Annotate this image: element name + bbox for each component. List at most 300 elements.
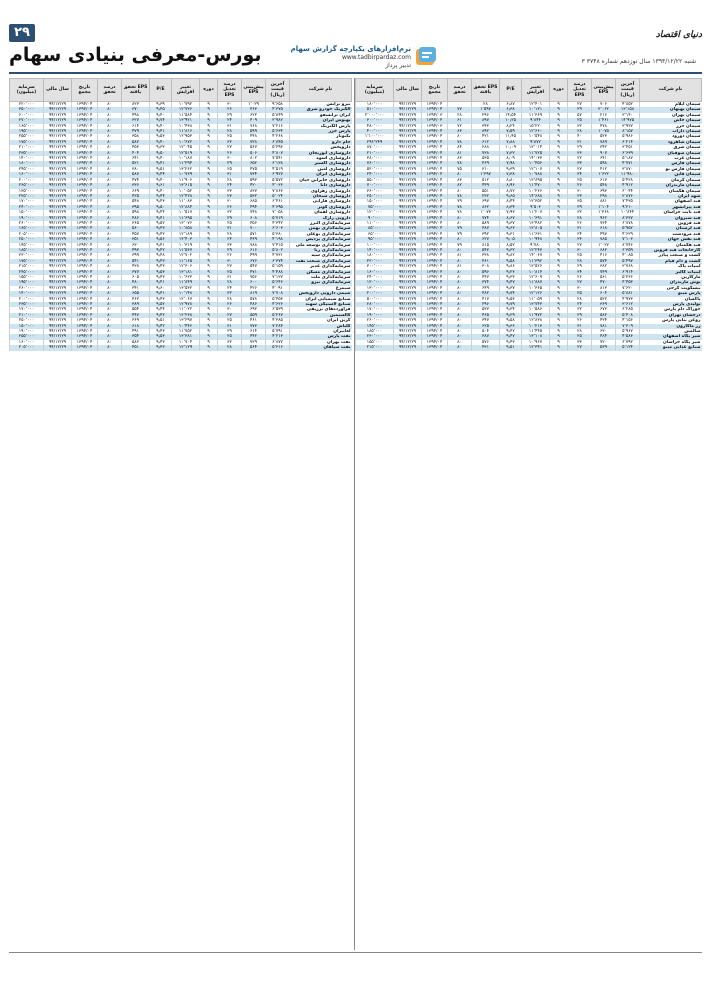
table-cell: ۶۹۷ <box>472 199 500 204</box>
table-cell: ۱۱٬۰۵۹ <box>522 297 550 302</box>
table-cell: ۷٬۵۴۱ <box>266 156 290 161</box>
company-name: تکنوتار <box>290 134 352 139</box>
table-cell: ۱۴۰٬۰۰۰ <box>10 291 44 296</box>
table-cell: ۵۴۳ <box>472 248 500 253</box>
table-cell: ۱٬۱۰۴ <box>592 205 616 210</box>
table-cell: ۵۰۴ <box>472 329 500 334</box>
table-cell: ۸۰ <box>448 172 472 177</box>
table-cell: ۸۰ <box>448 286 472 291</box>
table-cell: ۹۴/۱۲/۲۹ <box>394 248 422 253</box>
table-cell: ۱۰٬۹۶۷ <box>522 340 550 345</box>
table-cell: ۶۷۳ <box>592 307 616 312</box>
table-cell: ۸٫۹۶ <box>500 183 522 188</box>
table-cell: ۳۱ <box>218 172 242 177</box>
table-cell: ۴۴۷ <box>122 313 150 318</box>
table-cell: ۵۸۳ <box>122 340 150 345</box>
table-cell: ۳۵۸ <box>122 134 150 139</box>
table-cell: ۱۳٬۵۳۲ <box>172 286 200 291</box>
table-cell: ۱۳۹۴/۰۴ <box>72 145 98 150</box>
table-cell: ۶٬۰۴۴ <box>616 189 640 194</box>
table-cell: ۵۶۰ <box>122 226 150 231</box>
table-cell: ۱۳۹۴/۰۴ <box>72 340 98 345</box>
table-cell: ۹٫۴۳ <box>150 199 172 204</box>
table-cell: ۱۲٬۳۵۲ <box>522 199 550 204</box>
table-cell: ۱۳۹۴/۰۴ <box>72 324 98 329</box>
table-cell: ۱۵۰٬۰۰۰ <box>356 199 394 204</box>
table-cell: ۶۱۴ <box>242 329 266 334</box>
table-cell: ۹ <box>200 156 218 161</box>
table-cell: ۹٫۴۳ <box>150 226 172 231</box>
table-cell: ۹۴/۱۲/۲۹ <box>44 183 72 188</box>
table-cell: ۶۱۷ <box>592 178 616 183</box>
table-cell: ۹۴/۱۲/۲۹ <box>44 216 72 221</box>
table-cell: ۱۴۵٬۰۰۰ <box>10 243 44 248</box>
table-cell: ۱۷۰٬۰۰۰ <box>356 307 394 312</box>
table-cell: ۹٫۴۱ <box>150 243 172 248</box>
table-cell: ۱۳۹۴/۰۴ <box>72 307 98 312</box>
table-cell: ۸۰ <box>98 205 122 210</box>
table-cell: ۹ <box>200 324 218 329</box>
table-cell: ۹۴/۱۲/۲۹ <box>394 253 422 258</box>
table-cell: ۲۷ <box>218 264 242 269</box>
table-cell: ۹۴/۱۲/۲۹ <box>44 172 72 177</box>
table-cell: ۹۴/۱۲/۲۹ <box>394 189 422 194</box>
table-cell: ۳۱ <box>568 324 592 329</box>
table-cell: ۹ <box>200 275 218 280</box>
table-cell: ۹ <box>200 172 218 177</box>
table-cell: ۱۰٬۵۸۶ <box>522 307 550 312</box>
table-cell: ۹٫۲۳ <box>500 270 522 275</box>
dateline: ۳ شنبه ۱۳۹۴/۱۲/۲۲ سال نوزدهم شماره ۳۷۴۸ <box>581 58 696 65</box>
table-cell: ۱۳۹۴/۰۴ <box>422 226 448 231</box>
table-cell: ۸٬۷۴۶ <box>616 243 640 248</box>
company-name: سیمان دورود <box>640 134 702 139</box>
table-cell: ۱۳۹۴/۰۴ <box>422 302 448 307</box>
table-cell: ۲۸ <box>218 232 242 237</box>
table-cell: ۴۵۶ <box>242 221 266 226</box>
table-cell: ۸۰ <box>448 329 472 334</box>
table-cell: ۹ <box>200 253 218 258</box>
company-name: سرمایه‌گذاری سپه <box>290 253 352 258</box>
table-cell: ۲۶۰٬۰۰۰ <box>10 221 44 226</box>
table-cell: ۴۲۵ <box>122 194 150 199</box>
table-cell: ۹ <box>200 107 218 112</box>
table-cell: ۱۳۹۴/۰۴ <box>72 275 98 280</box>
table-cell: ۶۸۲ <box>592 248 616 253</box>
table-cell: ۸٬۱۵۷ <box>616 129 640 134</box>
company-name: سیمان فارس <box>640 161 702 166</box>
table-cell: ۵٬۹۶۷ <box>616 329 640 334</box>
table-cell: ۱۳۹۴/۰۴ <box>72 107 98 112</box>
table-cell: ۹۴/۱۲/۲۹ <box>44 237 72 242</box>
table-row <box>10 291 352 296</box>
table-cell: ۳۳ <box>568 340 592 345</box>
table-cell: ۳۹۲ <box>472 232 500 237</box>
table-cell: ۶۱۸ <box>592 226 616 231</box>
table-cell: ۱۳۹۴/۰۴ <box>422 194 448 199</box>
table-cell: ۹٫۶۱ <box>150 183 172 188</box>
company-name: داروسازی اسوه <box>290 156 352 161</box>
table-cell: ۶۱۶ <box>242 248 266 253</box>
table-cell: ۹۴/۱۲/۲۹ <box>394 307 422 312</box>
sponsor-logo[interactable] <box>287 44 437 70</box>
table-cell: ۵۷۶ <box>472 340 500 345</box>
table-cell: ۹۶۲ <box>592 216 616 221</box>
table-cell: ۹۴/۱۲/۲۹ <box>44 189 72 194</box>
table-cell: ۴۷۱ <box>242 270 266 275</box>
table-cell: ۵۷ <box>568 113 592 118</box>
table-cell: ۸۰ <box>98 140 122 145</box>
table-cell: ۷۰۰ <box>242 226 266 231</box>
table-cell: ۱۳٬۲۹۷ <box>172 318 200 323</box>
table-cell: ۳۰۰٬۰۰۰ <box>356 118 394 123</box>
table-cell: ۸۱ <box>448 253 472 258</box>
table-cell: ۹۴/۱۲/۲۹ <box>44 199 72 204</box>
table-cell: ۵٬۸۰۲ <box>266 248 290 253</box>
table-cell: ۵٬۳۸۰ <box>266 232 290 237</box>
table-cell: ۳۲ <box>568 210 592 215</box>
table-cell: ۲۰۵٬۰۰۰ <box>10 345 44 350</box>
table-cell: ۷٬۲۱۶ <box>266 124 290 129</box>
company-name: قند نقش جهان <box>640 237 702 242</box>
table-cell: ۹ <box>550 340 568 345</box>
table-cell: ۹ <box>200 297 218 302</box>
column-header: درصد تعدیل EPS <box>568 79 592 102</box>
company-name: کشت و دام قیام <box>640 259 702 264</box>
table-cell: ۶۱۴ <box>122 124 150 129</box>
table-cell: ۹٫۴۷ <box>500 280 522 285</box>
company-name: داروسازی دانا <box>290 183 352 188</box>
table-cell: ۷۷۳ <box>242 324 266 329</box>
table-cell: ۹ <box>550 189 568 194</box>
table-cell: ۱۱٬۵۸۴ <box>172 113 200 118</box>
table-cell: ۳۶ <box>568 151 592 156</box>
table-cell: ۹٫۳۲ <box>500 248 522 253</box>
table-cell: ۹۴/۱۲/۲۹ <box>394 134 422 139</box>
table-cell: ۳۴۲ <box>592 145 616 150</box>
table-cell: ۷٬۳۰۹ <box>616 324 640 329</box>
company-name: سرمایه‌گذاری رنا <box>290 248 352 253</box>
table-cell: ۱۰٬۵۴۸ <box>522 134 550 139</box>
company-name: دارویی رازک <box>290 216 352 221</box>
table-cell: ۱۰٬۶۹۱ <box>522 216 550 221</box>
table-cell: ۲۶۵٬۰۰۰ <box>10 183 44 188</box>
table-cell: ۲۷ <box>568 102 592 108</box>
table-cell: ۳۸۷ <box>472 334 500 339</box>
table-cell: ۹۴/۱۲/۲۹ <box>394 199 422 204</box>
table-cell: ۹٫۳۹ <box>500 167 522 172</box>
table-cell: ۹ <box>200 270 218 275</box>
column-separator <box>354 78 355 950</box>
table-cell: ۱۲٬۲۳۸ <box>172 313 200 318</box>
table-cell: ۱۲٬۷۳۶ <box>172 107 200 112</box>
logo-title: نرم‌افزارهای یکپارچه گزارش سهام <box>290 45 411 53</box>
table-cell: ۹٫۵۳ <box>500 297 522 302</box>
table-cell: ۹ <box>550 237 568 242</box>
table-cell: ۵٬۴۰۸ <box>616 313 640 318</box>
company-name: سیمان فارس نو <box>640 167 702 172</box>
table-cell: ۳۵۴ <box>122 334 150 339</box>
table-cell: ۷۸ <box>448 194 472 199</box>
table-cell: ۱۳۹۴/۰۴ <box>72 313 98 318</box>
table-cell: ۹ <box>550 167 568 172</box>
table-cell: ۹۴/۱۲/۲۹ <box>44 259 72 264</box>
table-cell: ۴۰۹ <box>242 118 266 123</box>
table-cell: ۱۳۹۴/۰۴ <box>422 232 448 237</box>
table-cell: ۹٫۵۳ <box>150 270 172 275</box>
table-cell: ۵٬۰۲۴ <box>266 194 290 199</box>
company-name: قند لرستان <box>640 226 702 231</box>
table-cell: ۵٬۷۱۹ <box>266 216 290 221</box>
table-cell: ۱٬۰۲۷ <box>592 243 616 248</box>
table-cell: ۸۰ <box>98 183 122 188</box>
table-cell: ۹ <box>550 280 568 285</box>
table-cell: ۷۵٬۰۰۰ <box>356 205 394 210</box>
table-cell: ۸۰ <box>448 324 472 329</box>
table-cell: ۲۵۰٬۰۰۰ <box>10 237 44 242</box>
table-cell: ۸۶۲ <box>472 205 500 210</box>
table-cell: ۲۵ <box>218 167 242 172</box>
company-name: نفت بهران <box>290 340 352 345</box>
table-cell: ۱۳۹۴/۰۴ <box>422 248 448 253</box>
table-cell: ۷۸ <box>448 210 472 215</box>
table-cell: ۷٫۸۸ <box>500 140 522 145</box>
table-cell: ۲۱۵٬۰۰۰ <box>10 264 44 269</box>
table-cell: ۲۳۰٬۰۰۰ <box>10 253 44 258</box>
table-cell: ۷۸ <box>448 140 472 145</box>
table-cell: ۱۳٬۲۶۲ <box>172 167 200 172</box>
table-cell: ۹٫۵۰ <box>150 151 172 156</box>
table-cell: ۹ <box>200 194 218 199</box>
table-cell: ۹۴/۱۲/۲۹ <box>394 210 422 215</box>
table-cell: ۹۴/۱۲/۲۹ <box>44 243 72 248</box>
table-cell: ۱۱٬۸۸۷ <box>522 280 550 285</box>
table-cell: ۲۱۶ <box>592 113 616 118</box>
table-cell: ۴٬۵۸۳ <box>616 334 640 339</box>
column-header: نام شرکت <box>290 79 352 102</box>
table-cell: ۱۳۹۴/۰۴ <box>422 259 448 264</box>
table-cell: ۲۷۰٬۰۰۰ <box>10 118 44 123</box>
table-cell: ۹ <box>550 248 568 253</box>
table-cell: ۱۳۰٬۰۰۰ <box>356 286 394 291</box>
table-cell: ۲۷ <box>218 194 242 199</box>
table-cell: ۲۴۰٬۰۰۰ <box>10 205 44 210</box>
table-cell: ۸۰ <box>98 318 122 323</box>
company-name: قند هکمتان <box>640 243 702 248</box>
table-cell: ۲٬۸۷۶ <box>616 194 640 199</box>
table-cell: ۹ <box>550 118 568 123</box>
table-cell: ۱۳٬۶۱۵ <box>172 183 200 188</box>
table-cell: ۹٫۴۴ <box>150 194 172 199</box>
table-cell: ۹ <box>200 118 218 123</box>
table-cell: ۱٬۱۰۰٬۰۰۰ <box>356 134 394 139</box>
table-cell: ۱۱٬۲۹۴ <box>172 161 200 166</box>
column-header: سال مالی <box>394 79 422 102</box>
table-cell: ۹٬۸۷۲ <box>522 140 550 145</box>
table-cell: ۳۵ <box>568 199 592 204</box>
table-cell: ۸۰ <box>98 345 122 350</box>
company-name: کالسیمین <box>290 313 352 318</box>
table-cell: ۴۸۶ <box>242 302 266 307</box>
table-cell: ۵۷۱ <box>242 232 266 237</box>
table-cell: ۱۰٬۲۶۶ <box>522 189 550 194</box>
table-cell: ۹۴/۱۲/۲۹ <box>44 226 72 231</box>
table-cell: ۱۱٬۳۶۹ <box>522 113 550 118</box>
table-cell: ۶٬۸۴۵ <box>266 140 290 145</box>
table-cell: ۷۴۸ <box>242 210 266 215</box>
table-cell: ۳۷۴ <box>472 280 500 285</box>
table-cell: ۲۵ <box>218 221 242 226</box>
company-name: نوش مازندران <box>640 280 702 285</box>
column-header: دوره <box>550 79 568 102</box>
company-name: شیمی دارویی داروپخش <box>290 291 352 296</box>
table-cell: ۱۴۵٬۰۰۰ <box>356 324 394 329</box>
column-header: دوره <box>200 79 218 102</box>
table-cell: ۱۰٬۱۸۷ <box>172 156 200 161</box>
table-cell: ۲۴ <box>568 302 592 307</box>
table-cell: ۱۶۰٬۰۰۰ <box>10 340 44 345</box>
table-cell: ۹۴/۱۲/۲۹ <box>44 334 72 339</box>
title-bar <box>9 44 702 72</box>
table-cell: ۹٫۴۳ <box>150 264 172 269</box>
table-cell: ۸۰ <box>448 259 472 264</box>
table-cell: ۷٫۹۸ <box>500 161 522 166</box>
company-name: صنایع لاستیکی سهند <box>290 302 352 307</box>
table-cell: ۷۹ <box>448 199 472 204</box>
table-cell: ۹ <box>200 129 218 134</box>
company-name: سرمایه‌گذاری مسکن <box>290 270 352 275</box>
table-cell: ۲۲۰٬۰۰۰ <box>10 102 44 108</box>
table-cell: ۱۳۹۴/۰۴ <box>422 178 448 183</box>
company-name: قند قزوین <box>640 221 702 226</box>
table-cell: ۷۶۸ <box>242 124 266 129</box>
table-cell: ۳۱ <box>218 275 242 280</box>
table-cell: ۲۰۰٬۰۰۰ <box>10 178 44 183</box>
table-cell: ۷۸۱ <box>592 324 616 329</box>
table-cell: ۱۲٬۵۱۹ <box>172 151 200 156</box>
table-cell: ۹ <box>200 124 218 129</box>
table-cell: ۹٫۵۱ <box>150 167 172 172</box>
table-cell: ۶٬۳۷۴ <box>266 259 290 264</box>
table-cell: ۹ <box>200 237 218 242</box>
table-cell: ۹٫۴۲ <box>150 313 172 318</box>
company-name: سیمان صوفیان <box>640 151 702 156</box>
table-cell: ۹ <box>550 145 568 150</box>
table-cell: ۷٫۵۹ <box>500 129 522 134</box>
table-cell: ۲۶ <box>218 302 242 307</box>
table-cell: ۲۸ <box>568 129 592 134</box>
table-cell: ۸۰ <box>98 199 122 204</box>
table-cell: ۹٫۴۷ <box>500 329 522 334</box>
table-cell: ۸۰ <box>98 313 122 318</box>
table-cell: ۲۸ <box>568 216 592 221</box>
table-cell: ۲۸۰٬۰۰۰ <box>356 302 394 307</box>
table-cell: ۸۰ <box>448 291 472 296</box>
table-cell: ۹۴/۱۲/۲۹ <box>44 118 72 123</box>
table-cell: ۳۸۰٬۰۰۰ <box>356 156 394 161</box>
table-cell: ۳۰ <box>218 307 242 312</box>
table-cell: ۴۰ <box>568 134 592 139</box>
table-cell: ۹۰۷ <box>592 151 616 156</box>
table-cell: ۷۷ <box>448 107 472 112</box>
table-cell: ۹٫۴۴ <box>150 307 172 312</box>
table-cell: ۹۴/۱۲/۲۹ <box>44 232 72 237</box>
table-cell: ۴٬۸۰۷ <box>266 151 290 156</box>
table-cell: ۱۳۹۴/۰۴ <box>422 199 448 204</box>
table-cell: ۱۲٬۶۶۰ <box>522 129 550 134</box>
table-cell: ۷۲۰ <box>592 340 616 345</box>
table-cell: ۱۲٬۷۰۲ <box>172 253 200 258</box>
table-cell: ۱۳۹۴/۰۴ <box>72 151 98 156</box>
table-cell: ۴٬۸۵۲ <box>616 102 640 108</box>
table-cell: ۱۹۵٬۰۰۰ <box>10 129 44 134</box>
table-cell: ۸۰ <box>448 221 472 226</box>
table-cell: ۲٬۰۶۲ <box>592 107 616 112</box>
table-cell: ۳۴ <box>568 270 592 275</box>
table-cell: ۸۹۲ <box>472 129 500 134</box>
table-cell: ۹ <box>550 270 568 275</box>
table-cell: ۶۰۵ <box>122 275 150 280</box>
table-cell: ۲۱۰٬۰۰۰ <box>356 151 394 156</box>
table-cell: ۹ <box>550 199 568 204</box>
table-cell: ۱۳۹۴/۰۴ <box>72 297 98 302</box>
table-cell: ۳۶۵ <box>122 221 150 226</box>
table-cell: ۵۳۷ <box>472 307 500 312</box>
table-cell: ۱۹۰٬۰۰۰ <box>10 216 44 221</box>
table-cell: ۱۱٬۴۷۰ <box>522 183 550 188</box>
table-cell: ۳۰ <box>568 286 592 291</box>
table-cell: ۹٬۸۴۴ <box>522 118 550 123</box>
company-name: سرمایه‌گذاری ملت <box>290 275 352 280</box>
table-cell: ۹۴/۱۲/۲۹ <box>44 124 72 129</box>
table-cell: ۵۹۸ <box>122 210 150 215</box>
table-cell: ۳۳ <box>568 161 592 166</box>
table-cell: ۱۳۹۴/۰۴ <box>72 221 98 226</box>
table-cell: ۱۱٬۶۳۱ <box>522 232 550 237</box>
table-cell: ۷۹ <box>448 243 472 248</box>
table-cell: ۳۶۹ <box>592 302 616 307</box>
table-cell: ۲۴ <box>218 237 242 242</box>
table-cell: ۶٬۸۷۲ <box>266 340 290 345</box>
table-cell: ۹ <box>550 194 568 199</box>
table-cell: ۱۴۰٬۰۰۰ <box>10 156 44 161</box>
table-cell: ۹٫۳۹ <box>150 102 172 108</box>
table-cell: ۹ <box>550 302 568 307</box>
table-cell: ۱۳۹۴/۰۴ <box>422 129 448 134</box>
table-cell: ۹٫۵۸ <box>500 318 522 323</box>
table-cell: ۵۳۲ <box>242 194 266 199</box>
table-cell: ۱۲٬۳۴۱ <box>522 345 550 350</box>
company-name: جام دارو <box>290 140 352 145</box>
table-cell: ۱۳۹۴/۰۴ <box>422 243 448 248</box>
table-cell: ۵۸۹ <box>472 221 500 226</box>
table-cell: ۹ <box>200 226 218 231</box>
table-cell: ۹ <box>200 280 218 285</box>
logo-url[interactable]: www.tadbirpardaz.com <box>341 54 411 61</box>
table-cell: ۷۶۰٬۰۰۰ <box>356 161 394 166</box>
company-name: کشت و صنعت پیاذر <box>640 253 702 258</box>
table-cell: ۹۰٬۰۰۰ <box>356 216 394 221</box>
table-cell: ۱۸۵٬۰۰۰ <box>356 329 394 334</box>
table-cell: ۲۹۸ <box>592 194 616 199</box>
column-header: نام شرکت <box>640 79 702 102</box>
table-cell: ۱۳۹۴/۰۴ <box>422 210 448 215</box>
table-cell: ۶٬۳۵۹ <box>616 248 640 253</box>
table-cell: ۵٬۴۲۸ <box>616 178 640 183</box>
table-cell: ۱۲۰٬۰۰۰ <box>356 280 394 285</box>
column-header: EPS تحقق یافته <box>122 79 150 102</box>
column-header: تاریخ مجمع <box>422 79 448 102</box>
